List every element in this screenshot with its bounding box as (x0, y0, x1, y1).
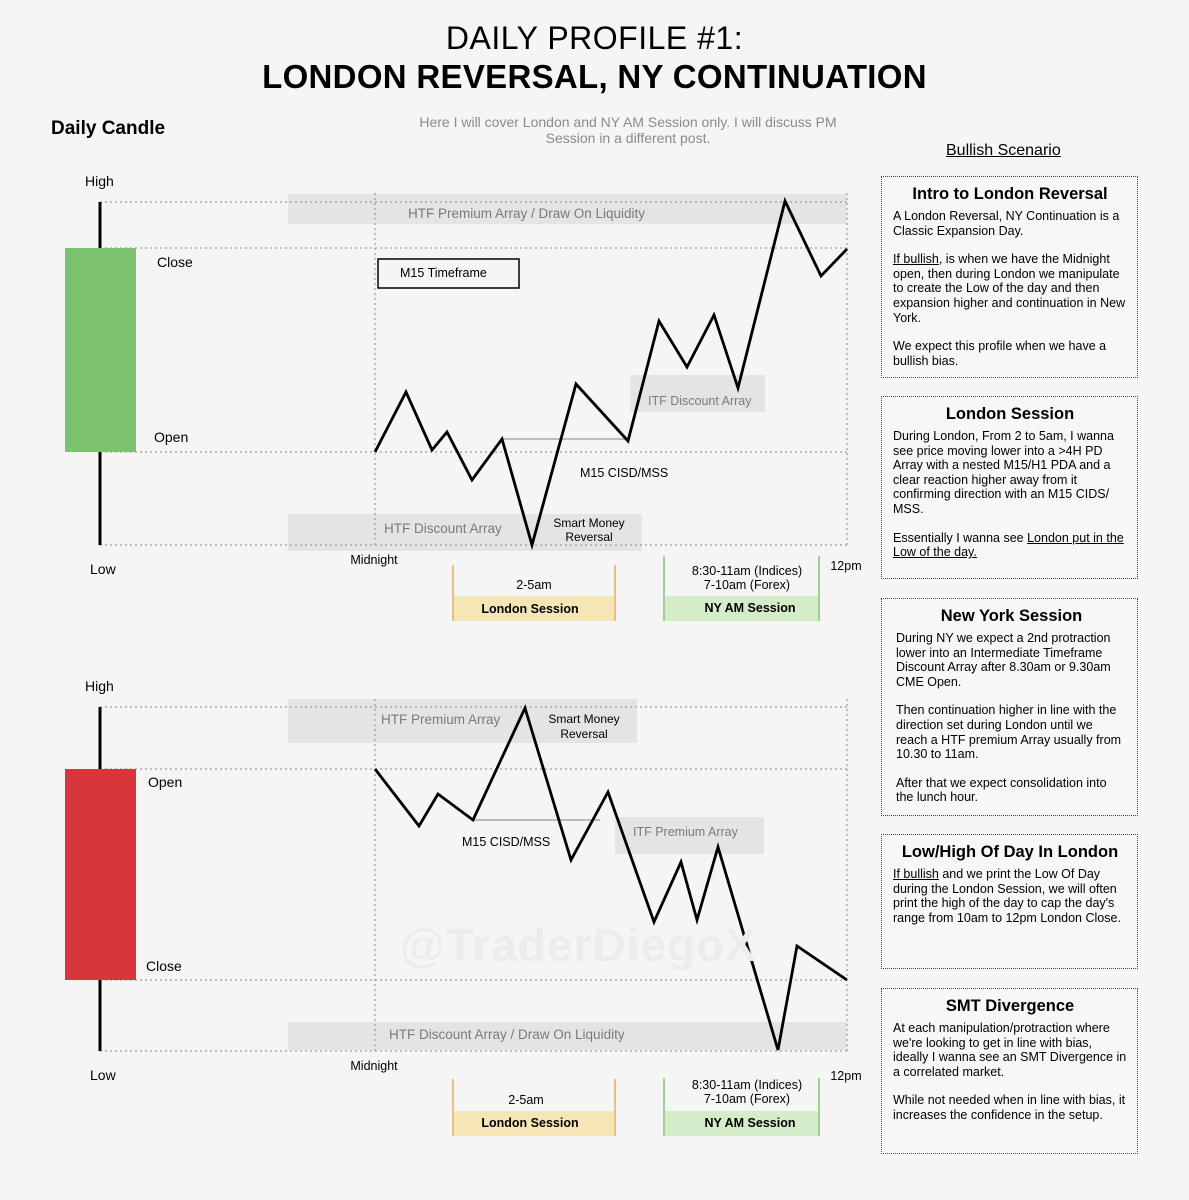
ny-box-p2: Then continuation higher in line with the direction set during London until we reach a HTF premium Array usually from 10.30 to 11am. (896, 703, 1122, 762)
intro-note: Here I will cover London and NY AM Session only. I will discuss PM Session in a different post. (419, 114, 837, 146)
bearish-price-path (375, 708, 847, 1050)
top-london-time: 2-5am (516, 578, 552, 592)
intro-box-p3: We expect this profile when we have a bullish bias. (893, 339, 1107, 368)
ny-box-p1: During NY we expect a 2nd protraction lower into an Intermediate Timeframe Discount Array after 8.30am or 9.30am CME Open. (896, 631, 1111, 689)
bottom-london-time: 2-5am (508, 1093, 544, 1107)
bottom-itf-array-label: ITF Premium Array (633, 825, 738, 839)
bottom-open-label: Open (148, 774, 183, 790)
lowhigh-box-title: Low/High Of Day In London (901, 843, 1119, 861)
top-midnight-label: Midnight (350, 553, 398, 567)
ny-box-p3: After that we expect consolidation into the lunch hour. (896, 775, 1107, 805)
bottom-cisd-label: M15 CISD/MSS (462, 835, 551, 849)
top-smr-label-2: Reversal (565, 530, 613, 544)
top-london-label: London Session (481, 602, 579, 616)
bottom-high-label: High (85, 678, 114, 694)
top-high-label: High (85, 173, 114, 189)
intro-box-p2 (893, 252, 1127, 325)
intro-box-p2-underline: If bullish (893, 252, 939, 267)
bullish-price-path (375, 201, 847, 545)
lowhigh-box-p1-underline: If bullish (893, 867, 939, 881)
london-box-title: London Session (945, 405, 1075, 423)
smt-box-p1: At each manipulation/protraction where we're looking to get in line with bias, ideally I wanna see an SMT Divergence in a correlated market. (893, 1021, 1127, 1079)
top-open-label: Open (154, 429, 189, 445)
intro-box-p1: A London Reversal, NY Continuation is a Classic Expansion Day. (893, 209, 1120, 238)
daily-candle-label: Daily Candle (51, 118, 166, 139)
bullish-candle-body (65, 248, 136, 452)
intro-box-title: Intro to London Reversal (912, 185, 1108, 203)
top-noon-label: 12pm (830, 559, 862, 573)
london-box-p2 (893, 531, 1127, 560)
top-discount-array-label: HTF Discount Array (384, 521, 502, 536)
bottom-discount-array-label: HTF Discount Array / Draw On Liquidity (389, 1027, 625, 1042)
top-ny-label: NY AM Session (704, 601, 796, 615)
bottom-premium-array-label: HTF Premium Array (381, 712, 501, 727)
london-box-p2-underline: London put in the Low of the day. (893, 530, 1124, 560)
top-ny-time-1: 8:30-11am (Indices) (691, 564, 803, 578)
top-premium-array-label: HTF Premium Array / Draw On Liquidity (408, 206, 646, 221)
top-close-label: Close (157, 254, 193, 270)
bottom-smr-label-2: Reversal (560, 727, 608, 741)
top-smr-label-1: Smart Money (553, 516, 625, 530)
new-york-session-box (881, 598, 1138, 816)
low-high-of-day-box (881, 834, 1138, 969)
smt-box-p2: While not needed when in line with bias, it increases the confidence in the setup. (893, 1093, 1126, 1122)
watermark: @TraderDiegoX (400, 919, 757, 971)
bottom-ny-time-1: 8:30-11am (Indices) (691, 1078, 803, 1092)
top-low-label: Low (90, 561, 116, 577)
smt-divergence-box (881, 988, 1138, 1154)
bottom-low-label: Low (90, 1067, 116, 1083)
bottom-midnight-label: Midnight (350, 1059, 398, 1073)
bullish-scenario-label: Bullish Scenario (946, 142, 1061, 159)
bottom-ny-time-2: 7-10am (Forex) (703, 1092, 791, 1106)
top-timeframe-label: M15 Timeframe (400, 266, 487, 280)
bottom-close-label: Close (146, 958, 182, 974)
lowhigh-box-p1 (893, 867, 1127, 925)
smt-box-title: SMT Divergence (945, 997, 1075, 1015)
bottom-noon-label: 12pm (830, 1069, 862, 1083)
london-session-box (881, 396, 1138, 579)
top-itf-array-label: ITF Discount Array (648, 394, 752, 408)
title-line-2: LONDON REVERSAL, NY CONTINUATION (262, 58, 927, 95)
top-ny-time-2: 7-10am (Forex) (703, 578, 791, 592)
bottom-london-label: London Session (481, 1116, 579, 1130)
title-line-1: DAILY PROFILE #1: (445, 20, 744, 56)
bottom-smr-label-1: Smart Money (548, 712, 620, 726)
bearish-candle-body (65, 769, 136, 980)
ny-box-title: New York Session (940, 607, 1083, 625)
london-box-p2-a: Essentially I wanna see (893, 530, 1028, 545)
intro-box-p2-rest: , is when we have the Midnight open, then during London we manipulate to create the Low of the day and then expansion higher and continuation in New York. (893, 252, 1126, 325)
bottom-ny-label: NY AM Session (704, 1116, 796, 1130)
london-box-p1: During London, From 2 to 5am, I wanna see price moving lower into a >4H PD Array with a nested M15/H1 PDA and a clear reaction higher away from it confirming direction with an M15 CIDS/ MSS. (893, 429, 1114, 516)
bearish-diagram (65, 678, 862, 1136)
bullish-diagram (65, 173, 862, 621)
intro-box (881, 176, 1138, 378)
top-cisd-label: M15 CISD/MSS (580, 466, 669, 480)
lowhigh-box-p1-rest: and we print the Low Of Day during the London Session, we will often print the high of the day to cap the day's range from 10am to 12pm London Close. (893, 867, 1121, 925)
